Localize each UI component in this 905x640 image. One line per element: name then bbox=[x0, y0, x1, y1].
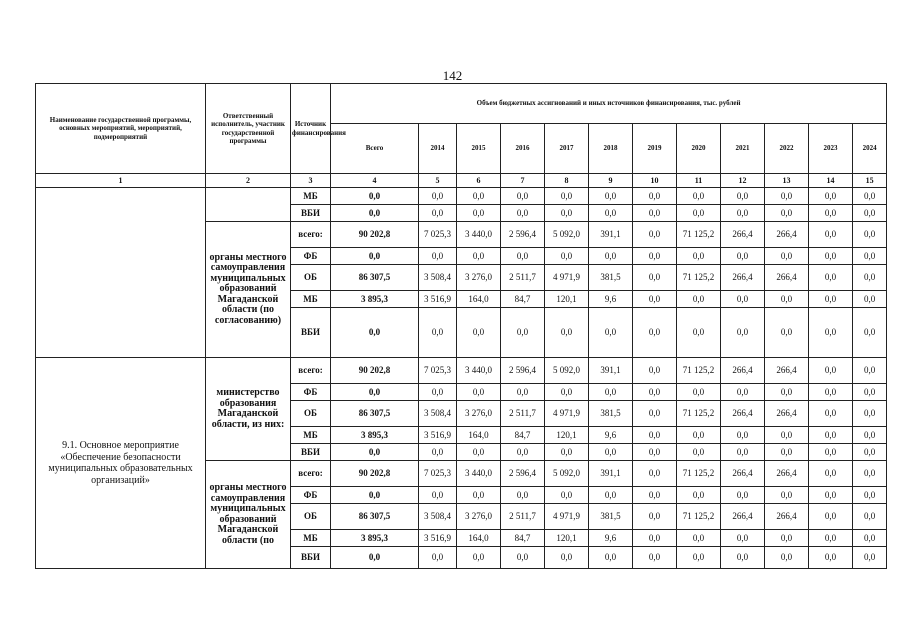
column-number: 6 bbox=[457, 174, 501, 188]
value-cell: 0,0 bbox=[545, 308, 589, 358]
value-cell: 0,0 bbox=[633, 291, 677, 308]
value-cell: 0,0 bbox=[545, 547, 589, 569]
total-cell: 90 202,8 bbox=[331, 461, 419, 487]
header-year: Всего bbox=[331, 124, 419, 174]
value-cell: 0,0 bbox=[677, 427, 721, 444]
value-cell: 0,0 bbox=[809, 401, 853, 427]
source-cell: МБ bbox=[291, 188, 331, 205]
column-number: 14 bbox=[809, 174, 853, 188]
value-cell: 164,0 bbox=[457, 291, 501, 308]
value-cell: 0,0 bbox=[501, 188, 545, 205]
value-cell: 0,0 bbox=[853, 530, 887, 547]
value-cell: 0,0 bbox=[853, 291, 887, 308]
value-cell: 5 092,0 bbox=[545, 461, 589, 487]
value-cell: 0,0 bbox=[633, 358, 677, 384]
total-cell: 0,0 bbox=[331, 547, 419, 569]
value-cell: 0,0 bbox=[419, 205, 457, 222]
value-cell: 5 092,0 bbox=[545, 222, 589, 248]
value-cell: 0,0 bbox=[765, 530, 809, 547]
value-cell: 0,0 bbox=[501, 547, 545, 569]
table-row bbox=[36, 358, 887, 384]
total-cell: 0,0 bbox=[331, 444, 419, 461]
header-year: 2021 bbox=[721, 124, 765, 174]
value-cell: 0,0 bbox=[721, 487, 765, 504]
total-cell: 3 895,3 bbox=[331, 530, 419, 547]
value-cell: 2 596,4 bbox=[501, 461, 545, 487]
source-cell: ВБИ bbox=[291, 547, 331, 569]
value-cell: 0,0 bbox=[853, 547, 887, 569]
header-year: 2018 bbox=[589, 124, 633, 174]
source-cell: ВБИ bbox=[291, 308, 331, 358]
value-cell: 3 516,9 bbox=[419, 530, 457, 547]
total-cell: 3 895,3 bbox=[331, 291, 419, 308]
value-cell: 266,4 bbox=[721, 504, 765, 530]
value-cell: 0,0 bbox=[721, 308, 765, 358]
value-cell: 84,7 bbox=[501, 291, 545, 308]
value-cell: 0,0 bbox=[853, 222, 887, 248]
value-cell: 0,0 bbox=[589, 248, 633, 265]
total-cell: 0,0 bbox=[331, 205, 419, 222]
value-cell: 164,0 bbox=[457, 530, 501, 547]
column-number: 10 bbox=[633, 174, 677, 188]
value-cell: 0,0 bbox=[853, 427, 887, 444]
source-cell: всего: bbox=[291, 222, 331, 248]
source-cell: МБ bbox=[291, 427, 331, 444]
value-cell: 7 025,3 bbox=[419, 358, 457, 384]
value-cell: 391,1 bbox=[589, 358, 633, 384]
header-year: 2017 bbox=[545, 124, 589, 174]
value-cell: 0,0 bbox=[677, 188, 721, 205]
value-cell: 0,0 bbox=[721, 547, 765, 569]
value-cell: 2 511,7 bbox=[501, 401, 545, 427]
header-year: 2015 bbox=[457, 124, 501, 174]
value-cell: 0,0 bbox=[501, 308, 545, 358]
column-number: 13 bbox=[765, 174, 809, 188]
program-name-cell: 9.1. Основное мероприятие «Обеспечение безопасности муниципальных образовательных организаций» bbox=[36, 358, 206, 569]
source-cell: ОБ bbox=[291, 504, 331, 530]
value-cell: 0,0 bbox=[633, 384, 677, 401]
value-cell: 0,0 bbox=[589, 384, 633, 401]
total-cell: 3 895,3 bbox=[331, 427, 419, 444]
source-cell: ОБ bbox=[291, 401, 331, 427]
total-cell: 86 307,5 bbox=[331, 265, 419, 291]
value-cell: 0,0 bbox=[677, 384, 721, 401]
value-cell: 0,0 bbox=[419, 487, 457, 504]
value-cell: 0,0 bbox=[809, 427, 853, 444]
value-cell: 0,0 bbox=[765, 188, 809, 205]
value-cell: 0,0 bbox=[721, 384, 765, 401]
value-cell: 3 276,0 bbox=[457, 401, 501, 427]
source-cell: МБ bbox=[291, 530, 331, 547]
value-cell: 266,4 bbox=[765, 461, 809, 487]
total-cell: 0,0 bbox=[331, 308, 419, 358]
column-number: 9 bbox=[589, 174, 633, 188]
value-cell: 0,0 bbox=[545, 248, 589, 265]
column-number: 12 bbox=[721, 174, 765, 188]
total-cell: 0,0 bbox=[331, 487, 419, 504]
value-cell: 0,0 bbox=[765, 547, 809, 569]
value-cell: 0,0 bbox=[853, 205, 887, 222]
value-cell: 0,0 bbox=[809, 461, 853, 487]
responsible-cell: органы местного самоуправления муниципальных образований Магаданской области (по bbox=[206, 461, 291, 569]
header-year: 2023 bbox=[809, 124, 853, 174]
value-cell: 0,0 bbox=[633, 504, 677, 530]
total-cell: 0,0 bbox=[331, 248, 419, 265]
value-cell: 0,0 bbox=[501, 444, 545, 461]
value-cell: 0,0 bbox=[809, 384, 853, 401]
value-cell: 0,0 bbox=[853, 188, 887, 205]
total-cell: 0,0 bbox=[331, 384, 419, 401]
value-cell: 0,0 bbox=[853, 504, 887, 530]
value-cell: 0,0 bbox=[545, 188, 589, 205]
value-cell: 0,0 bbox=[677, 547, 721, 569]
value-cell: 266,4 bbox=[765, 504, 809, 530]
value-cell: 71 125,2 bbox=[677, 504, 721, 530]
responsible-cell: органы местного самоуправления муниципальных образований Магаданской области (по согласованию) bbox=[206, 222, 291, 358]
value-cell: 0,0 bbox=[545, 205, 589, 222]
value-cell: 0,0 bbox=[721, 530, 765, 547]
value-cell: 0,0 bbox=[633, 487, 677, 504]
value-cell: 3 440,0 bbox=[457, 461, 501, 487]
value-cell: 0,0 bbox=[853, 265, 887, 291]
value-cell: 0,0 bbox=[589, 205, 633, 222]
value-cell: 381,5 bbox=[589, 504, 633, 530]
value-cell: 0,0 bbox=[809, 265, 853, 291]
value-cell: 120,1 bbox=[545, 530, 589, 547]
header-year: 2024 bbox=[853, 124, 887, 174]
value-cell: 164,0 bbox=[457, 427, 501, 444]
value-cell: 3 440,0 bbox=[457, 358, 501, 384]
value-cell: 0,0 bbox=[721, 291, 765, 308]
value-cell: 0,0 bbox=[501, 205, 545, 222]
value-cell: 3 276,0 bbox=[457, 265, 501, 291]
value-cell: 0,0 bbox=[633, 444, 677, 461]
value-cell: 0,0 bbox=[545, 444, 589, 461]
value-cell: 266,4 bbox=[721, 358, 765, 384]
value-cell: 0,0 bbox=[809, 530, 853, 547]
program-name-cell bbox=[36, 188, 206, 358]
value-cell: 0,0 bbox=[765, 444, 809, 461]
source-cell: МБ bbox=[291, 291, 331, 308]
value-cell: 3 516,9 bbox=[419, 291, 457, 308]
value-cell: 0,0 bbox=[721, 188, 765, 205]
responsible-cell bbox=[206, 188, 291, 222]
value-cell: 0,0 bbox=[633, 530, 677, 547]
total-cell: 86 307,5 bbox=[331, 401, 419, 427]
value-cell: 0,0 bbox=[853, 384, 887, 401]
header-responsible: Ответственный исполнитель, участник государственной программы bbox=[206, 84, 291, 174]
value-cell: 0,0 bbox=[809, 444, 853, 461]
value-cell: 4 971,9 bbox=[545, 504, 589, 530]
value-cell: 71 125,2 bbox=[677, 461, 721, 487]
value-cell: 120,1 bbox=[545, 291, 589, 308]
value-cell: 381,5 bbox=[589, 401, 633, 427]
header-year: 2014 bbox=[419, 124, 457, 174]
value-cell: 71 125,2 bbox=[677, 401, 721, 427]
value-cell: 0,0 bbox=[633, 265, 677, 291]
page-number: 142 bbox=[442, 68, 463, 83]
value-cell: 0,0 bbox=[765, 205, 809, 222]
value-cell: 0,0 bbox=[419, 248, 457, 265]
header-year: 2019 bbox=[633, 124, 677, 174]
header-year: 2016 bbox=[501, 124, 545, 174]
value-cell: 3 508,4 bbox=[419, 504, 457, 530]
value-cell: 391,1 bbox=[589, 461, 633, 487]
source-cell: ОБ bbox=[291, 265, 331, 291]
value-cell: 0,0 bbox=[721, 444, 765, 461]
value-cell: 120,1 bbox=[545, 427, 589, 444]
value-cell: 0,0 bbox=[809, 291, 853, 308]
value-cell: 266,4 bbox=[721, 222, 765, 248]
source-cell: ФБ bbox=[291, 384, 331, 401]
value-cell: 0,0 bbox=[677, 444, 721, 461]
value-cell: 0,0 bbox=[633, 308, 677, 358]
value-cell: 0,0 bbox=[457, 308, 501, 358]
value-cell: 0,0 bbox=[809, 504, 853, 530]
value-cell: 7 025,3 bbox=[419, 461, 457, 487]
column-number: 11 bbox=[677, 174, 721, 188]
column-number: 7 bbox=[501, 174, 545, 188]
column-number: 2 bbox=[206, 174, 291, 188]
value-cell: 0,0 bbox=[501, 487, 545, 504]
value-cell: 0,0 bbox=[853, 401, 887, 427]
value-cell: 0,0 bbox=[457, 384, 501, 401]
value-cell: 0,0 bbox=[419, 547, 457, 569]
value-cell: 0,0 bbox=[677, 487, 721, 504]
value-cell: 2 511,7 bbox=[501, 504, 545, 530]
value-cell: 0,0 bbox=[457, 188, 501, 205]
value-cell: 0,0 bbox=[633, 205, 677, 222]
value-cell: 0,0 bbox=[545, 487, 589, 504]
value-cell: 5 092,0 bbox=[545, 358, 589, 384]
header-year: 2022 bbox=[765, 124, 809, 174]
value-cell: 0,0 bbox=[457, 248, 501, 265]
value-cell: 266,4 bbox=[721, 461, 765, 487]
value-cell: 2 511,7 bbox=[501, 265, 545, 291]
value-cell: 0,0 bbox=[809, 188, 853, 205]
value-cell: 266,4 bbox=[765, 265, 809, 291]
value-cell: 0,0 bbox=[677, 248, 721, 265]
value-cell: 9,6 bbox=[589, 427, 633, 444]
value-cell: 0,0 bbox=[765, 291, 809, 308]
value-cell: 0,0 bbox=[633, 188, 677, 205]
value-cell: 0,0 bbox=[809, 358, 853, 384]
value-cell: 0,0 bbox=[457, 205, 501, 222]
value-cell: 0,0 bbox=[589, 188, 633, 205]
header-source: Источник финансирования bbox=[291, 84, 331, 174]
value-cell: 0,0 bbox=[633, 248, 677, 265]
value-cell: 0,0 bbox=[633, 547, 677, 569]
value-cell: 0,0 bbox=[677, 530, 721, 547]
source-cell: ВБИ bbox=[291, 444, 331, 461]
value-cell: 3 516,9 bbox=[419, 427, 457, 444]
value-cell: 0,0 bbox=[633, 427, 677, 444]
value-cell: 71 125,2 bbox=[677, 222, 721, 248]
value-cell: 0,0 bbox=[853, 487, 887, 504]
table-row bbox=[36, 188, 887, 205]
value-cell: 0,0 bbox=[853, 461, 887, 487]
source-cell: ФБ bbox=[291, 248, 331, 265]
value-cell: 0,0 bbox=[589, 308, 633, 358]
value-cell: 0,0 bbox=[853, 358, 887, 384]
value-cell: 3 276,0 bbox=[457, 504, 501, 530]
value-cell: 9,6 bbox=[589, 291, 633, 308]
value-cell: 266,4 bbox=[765, 358, 809, 384]
column-number: 8 bbox=[545, 174, 589, 188]
value-cell: 0,0 bbox=[633, 461, 677, 487]
total-cell: 90 202,8 bbox=[331, 222, 419, 248]
total-cell: 86 307,5 bbox=[331, 504, 419, 530]
value-cell: 0,0 bbox=[501, 384, 545, 401]
source-cell: ВБИ bbox=[291, 205, 331, 222]
value-cell: 0,0 bbox=[765, 308, 809, 358]
value-cell: 3 508,4 bbox=[419, 265, 457, 291]
value-cell: 0,0 bbox=[765, 384, 809, 401]
value-cell: 0,0 bbox=[721, 205, 765, 222]
value-cell: 266,4 bbox=[721, 401, 765, 427]
value-cell: 0,0 bbox=[419, 308, 457, 358]
value-cell: 0,0 bbox=[809, 547, 853, 569]
value-cell: 2 596,4 bbox=[501, 222, 545, 248]
value-cell: 9,6 bbox=[589, 530, 633, 547]
value-cell: 0,0 bbox=[809, 222, 853, 248]
value-cell: 0,0 bbox=[545, 384, 589, 401]
value-cell: 0,0 bbox=[853, 444, 887, 461]
value-cell: 4 971,9 bbox=[545, 265, 589, 291]
value-cell: 0,0 bbox=[419, 188, 457, 205]
value-cell: 0,0 bbox=[809, 205, 853, 222]
value-cell: 0,0 bbox=[809, 308, 853, 358]
source-cell: всего: bbox=[291, 358, 331, 384]
value-cell: 0,0 bbox=[765, 427, 809, 444]
header-budget-group: Объем бюджетных ассигнований и иных источников финансирования, тыс. рублей bbox=[331, 84, 887, 124]
source-cell: ФБ bbox=[291, 487, 331, 504]
value-cell: 0,0 bbox=[589, 547, 633, 569]
value-cell: 84,7 bbox=[501, 530, 545, 547]
value-cell: 2 596,4 bbox=[501, 358, 545, 384]
value-cell: 266,4 bbox=[765, 222, 809, 248]
value-cell: 0,0 bbox=[721, 427, 765, 444]
value-cell: 0,0 bbox=[501, 248, 545, 265]
value-cell: 0,0 bbox=[853, 248, 887, 265]
value-cell: 0,0 bbox=[677, 308, 721, 358]
value-cell: 84,7 bbox=[501, 427, 545, 444]
value-cell: 0,0 bbox=[457, 444, 501, 461]
total-cell: 90 202,8 bbox=[331, 358, 419, 384]
value-cell: 0,0 bbox=[809, 248, 853, 265]
value-cell: 381,5 bbox=[589, 265, 633, 291]
column-number: 1 bbox=[36, 174, 206, 188]
value-cell: 4 971,9 bbox=[545, 401, 589, 427]
value-cell: 0,0 bbox=[853, 308, 887, 358]
value-cell: 0,0 bbox=[419, 384, 457, 401]
value-cell: 0,0 bbox=[589, 487, 633, 504]
budget-table bbox=[35, 83, 887, 569]
value-cell: 0,0 bbox=[677, 205, 721, 222]
value-cell: 3 440,0 bbox=[457, 222, 501, 248]
value-cell: 391,1 bbox=[589, 222, 633, 248]
value-cell: 266,4 bbox=[765, 401, 809, 427]
column-number: 5 bbox=[419, 174, 457, 188]
value-cell: 0,0 bbox=[677, 291, 721, 308]
column-number: 3 bbox=[291, 174, 331, 188]
value-cell: 71 125,2 bbox=[677, 265, 721, 291]
value-cell: 0,0 bbox=[457, 547, 501, 569]
value-cell: 0,0 bbox=[765, 487, 809, 504]
column-number: 4 bbox=[331, 174, 419, 188]
value-cell: 0,0 bbox=[633, 401, 677, 427]
total-cell: 0,0 bbox=[331, 188, 419, 205]
source-cell: всего: bbox=[291, 461, 331, 487]
value-cell: 0,0 bbox=[721, 248, 765, 265]
header-year: 2020 bbox=[677, 124, 721, 174]
value-cell: 0,0 bbox=[457, 487, 501, 504]
column-number: 15 bbox=[853, 174, 887, 188]
value-cell: 3 508,4 bbox=[419, 401, 457, 427]
value-cell: 7 025,3 bbox=[419, 222, 457, 248]
value-cell: 266,4 bbox=[721, 265, 765, 291]
value-cell: 0,0 bbox=[419, 444, 457, 461]
header-name: Наименование государственной программы, основных мероприятий, мероприятий, подмероприятий bbox=[36, 84, 206, 174]
value-cell: 71 125,2 bbox=[677, 358, 721, 384]
value-cell: 0,0 bbox=[589, 444, 633, 461]
value-cell: 0,0 bbox=[633, 222, 677, 248]
value-cell: 0,0 bbox=[809, 487, 853, 504]
value-cell: 0,0 bbox=[765, 248, 809, 265]
responsible-cell: министерство образования Магаданской области, из них: bbox=[206, 358, 291, 461]
